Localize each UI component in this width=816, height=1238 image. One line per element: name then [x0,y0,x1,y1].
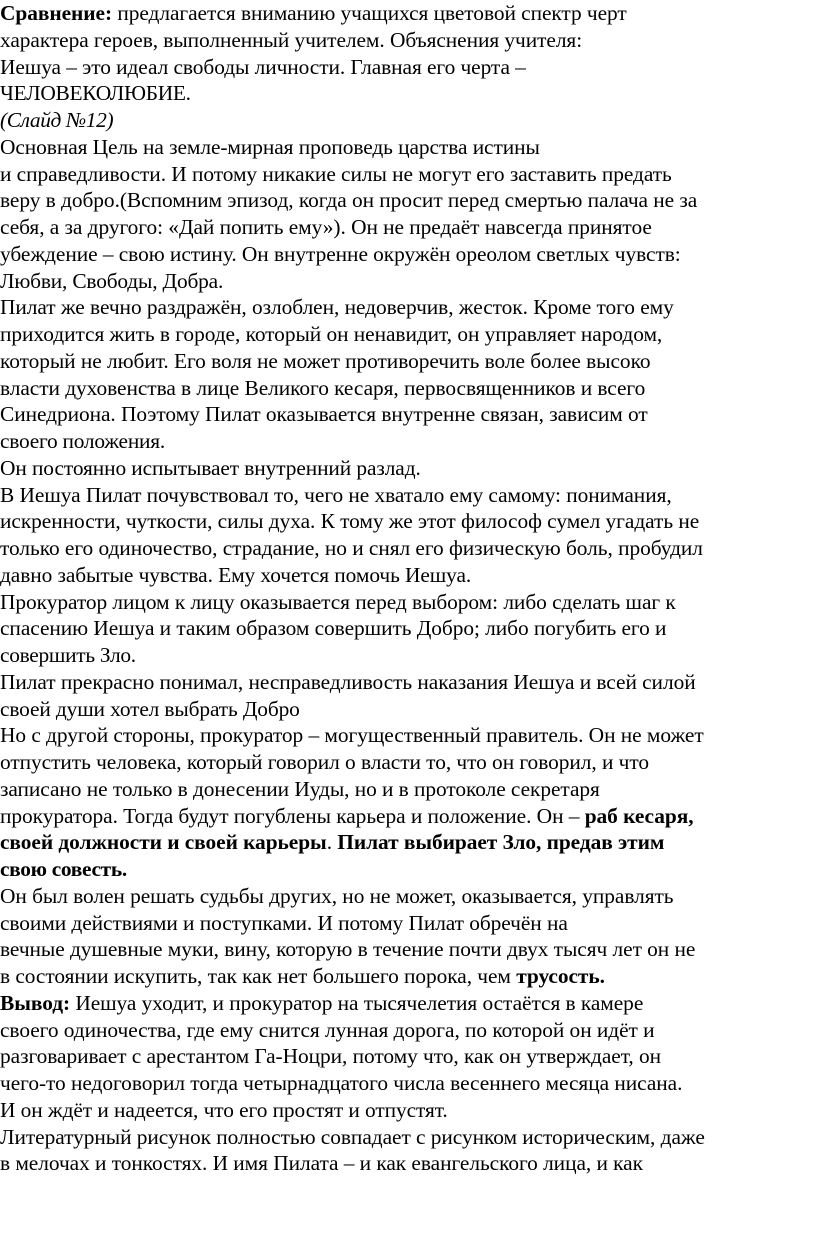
text-run: Любви, Свободы, Добра. [0,268,224,293]
text-run: в мелочах и тонкостях. И имя Пилата – и как евангельского лица, и как [0,1151,643,1176]
bold-text: Сравнение: [0,1,113,25]
text-line [0,482,816,509]
text-run: власти духовенства в лице Великого кесаря, первосвященников и всего [0,375,646,400]
text-line [0,241,816,268]
text-line [0,615,816,642]
text-run: ЧЕЛОВЕКОЛЮБИЕ. [0,81,191,106]
text-run: искренности, чуткости, силы духа. К тому же этот философ сумел угадать не [0,509,700,534]
text-run: себя, а за другого: «Дай попить ему»). Он не предаёт навсегда принятое [0,215,652,239]
text-line [0,696,816,723]
text-line [0,401,816,428]
text-line [0,883,816,910]
text-run: характера героев, выполненный учителем. Объяснения учителя: [0,27,583,52]
text-line [0,1070,816,1097]
text-line [0,722,816,749]
text-run: своего одиночества, где ему снится лунная дорога, по которой он идёт и [0,1017,655,1042]
text-line [0,963,816,990]
text-run: чего-то недоговорил тогда четырнадцатого числа весеннего месяца нисана. [0,1071,683,1095]
text-line [0,642,816,669]
text-line [0,375,816,402]
text-line [0,910,816,937]
text-line [0,856,816,883]
text-run: спасению Иешуа и таким образом совершить Добро; либо погубить его и [0,616,667,641]
bold-text: своей должности и своей карьеры [0,830,327,855]
text-line [0,589,816,616]
text-line [0,0,816,27]
text-line [0,990,816,1017]
text-line [0,1017,816,1044]
text-line [0,1124,816,1151]
text-line [0,348,816,375]
text-run: убеждение – свою истину. Он внутренне окружён ореолом светлых чувств: [0,241,681,266]
text-run: вечные душевные муки, вину, которую в течение почти двух тысяч лет он не [0,937,696,962]
text-line [0,428,816,455]
text-line [0,829,816,856]
text-run: который не любит. Его воля не может противоречить воле более высоко [0,348,651,373]
text-run: Литературный рисунок полностью совпадает с рисунком историческим, даже [0,1124,705,1149]
text-run: только его одиночество, страдание, но и снял его физическую боль, пробудил [0,536,703,560]
text-run: Но с другой стороны, прокуратор – могущественный правитель. Он не может [0,723,704,748]
text-run: Основная Цель на земле-мирная проповедь царства истины [0,134,540,159]
text-run: Пилат прекрасно понимал, несправедливость наказания Иешуа и всей силой [0,669,696,694]
bold-text: раб кесаря, [584,803,694,828]
text-line [0,161,816,188]
text-line [0,294,816,321]
bold-text: Пилат выбирает Зло, предав этим [337,830,665,855]
text-line [0,562,816,589]
text-line [0,321,816,348]
text-run: В Иешуа Пилат почувствовал то, чего не хватало ему самому: понимания, [0,482,672,507]
text-line [0,455,816,482]
text-run: Пилат же вечно раздражён, озлоблен, недоверчив, жесток. Кроме того ему [0,295,674,320]
text-run: приходится жить в городе, который он ненавидит, он управляет народом, [0,322,663,346]
text-run: Он постоянно испытывает внутренний разлад. [0,455,421,480]
text-line [0,1097,816,1124]
text-run: . [326,830,338,855]
text-line [0,80,816,107]
text-line [0,27,816,54]
text-run: своими действиями и поступками. И потому Пилат обречён на [0,910,568,935]
bold-text: свою совесть. [0,857,127,881]
text-run: записано не только в донесении Иуды, но и в протоколе секретаря [0,776,600,801]
text-line [0,669,816,696]
text-run: разговаривает с арестантом Га-Ноцри, потому что, как он утверждает, он [0,1044,661,1069]
text-line [0,803,816,830]
italic-text: (Слайд №12) [0,108,114,132]
text-run: предлагается вниманию учащихся цветовой спектр черт [112,1,627,25]
text-line [0,1150,816,1177]
text-line [0,776,816,803]
text-run: отпустить человека, который говорил о власти то, что он говорил, и что [0,750,649,774]
text-run: давно забытые чувства. Ему хочется помочь Иешуа. [0,562,472,587]
text-run: Прокуратор лицом к лицу оказывается перед выбором: либо сделать шаг к [0,589,676,614]
bold-text: Вывод: [0,990,71,1015]
text-line [0,936,816,963]
text-run: и справедливости. И потому никакие силы не могут его заставить предать [0,161,672,186]
text-run: своего положения. [0,429,165,453]
text-run: прокуратора. Тогда будут погублены карьера и положение. Он – [0,803,585,828]
text-line [0,187,816,214]
bold-text: трусость. [516,964,605,988]
text-run: Синедриона. Поэтому Пилат оказывается внутренне связан, зависим от [0,402,648,427]
text-line [0,134,816,161]
text-run: И он ждёт и надеется, что его простят и отпустят. [0,1097,448,1122]
text-line [0,749,816,776]
text-run: Иешуа уходит, и прокуратор на тысячелетия остаётся в камере [70,990,644,1015]
text-run: веру в добро.(Вспомним эпизод, когда он просит перед смертью палача не за [0,188,698,213]
text-run: Иешуа – это идеал свободы личности. Главная его черта – [0,54,526,79]
text-line [0,107,816,134]
text-run: в состоянии искупить, так как нет большего порока, чем [0,964,517,988]
text-line [0,508,816,535]
text-run: Он был волен решать судьбы других, но не может, оказывается, управлять [0,883,674,908]
text-line [0,54,816,81]
text-line [0,268,816,295]
text-run: своей души хотел выбрать Добро [0,696,300,721]
text-line [0,214,816,241]
text-line [0,535,816,562]
text-line [0,1043,816,1070]
text-run: совершить Зло. [0,643,136,667]
